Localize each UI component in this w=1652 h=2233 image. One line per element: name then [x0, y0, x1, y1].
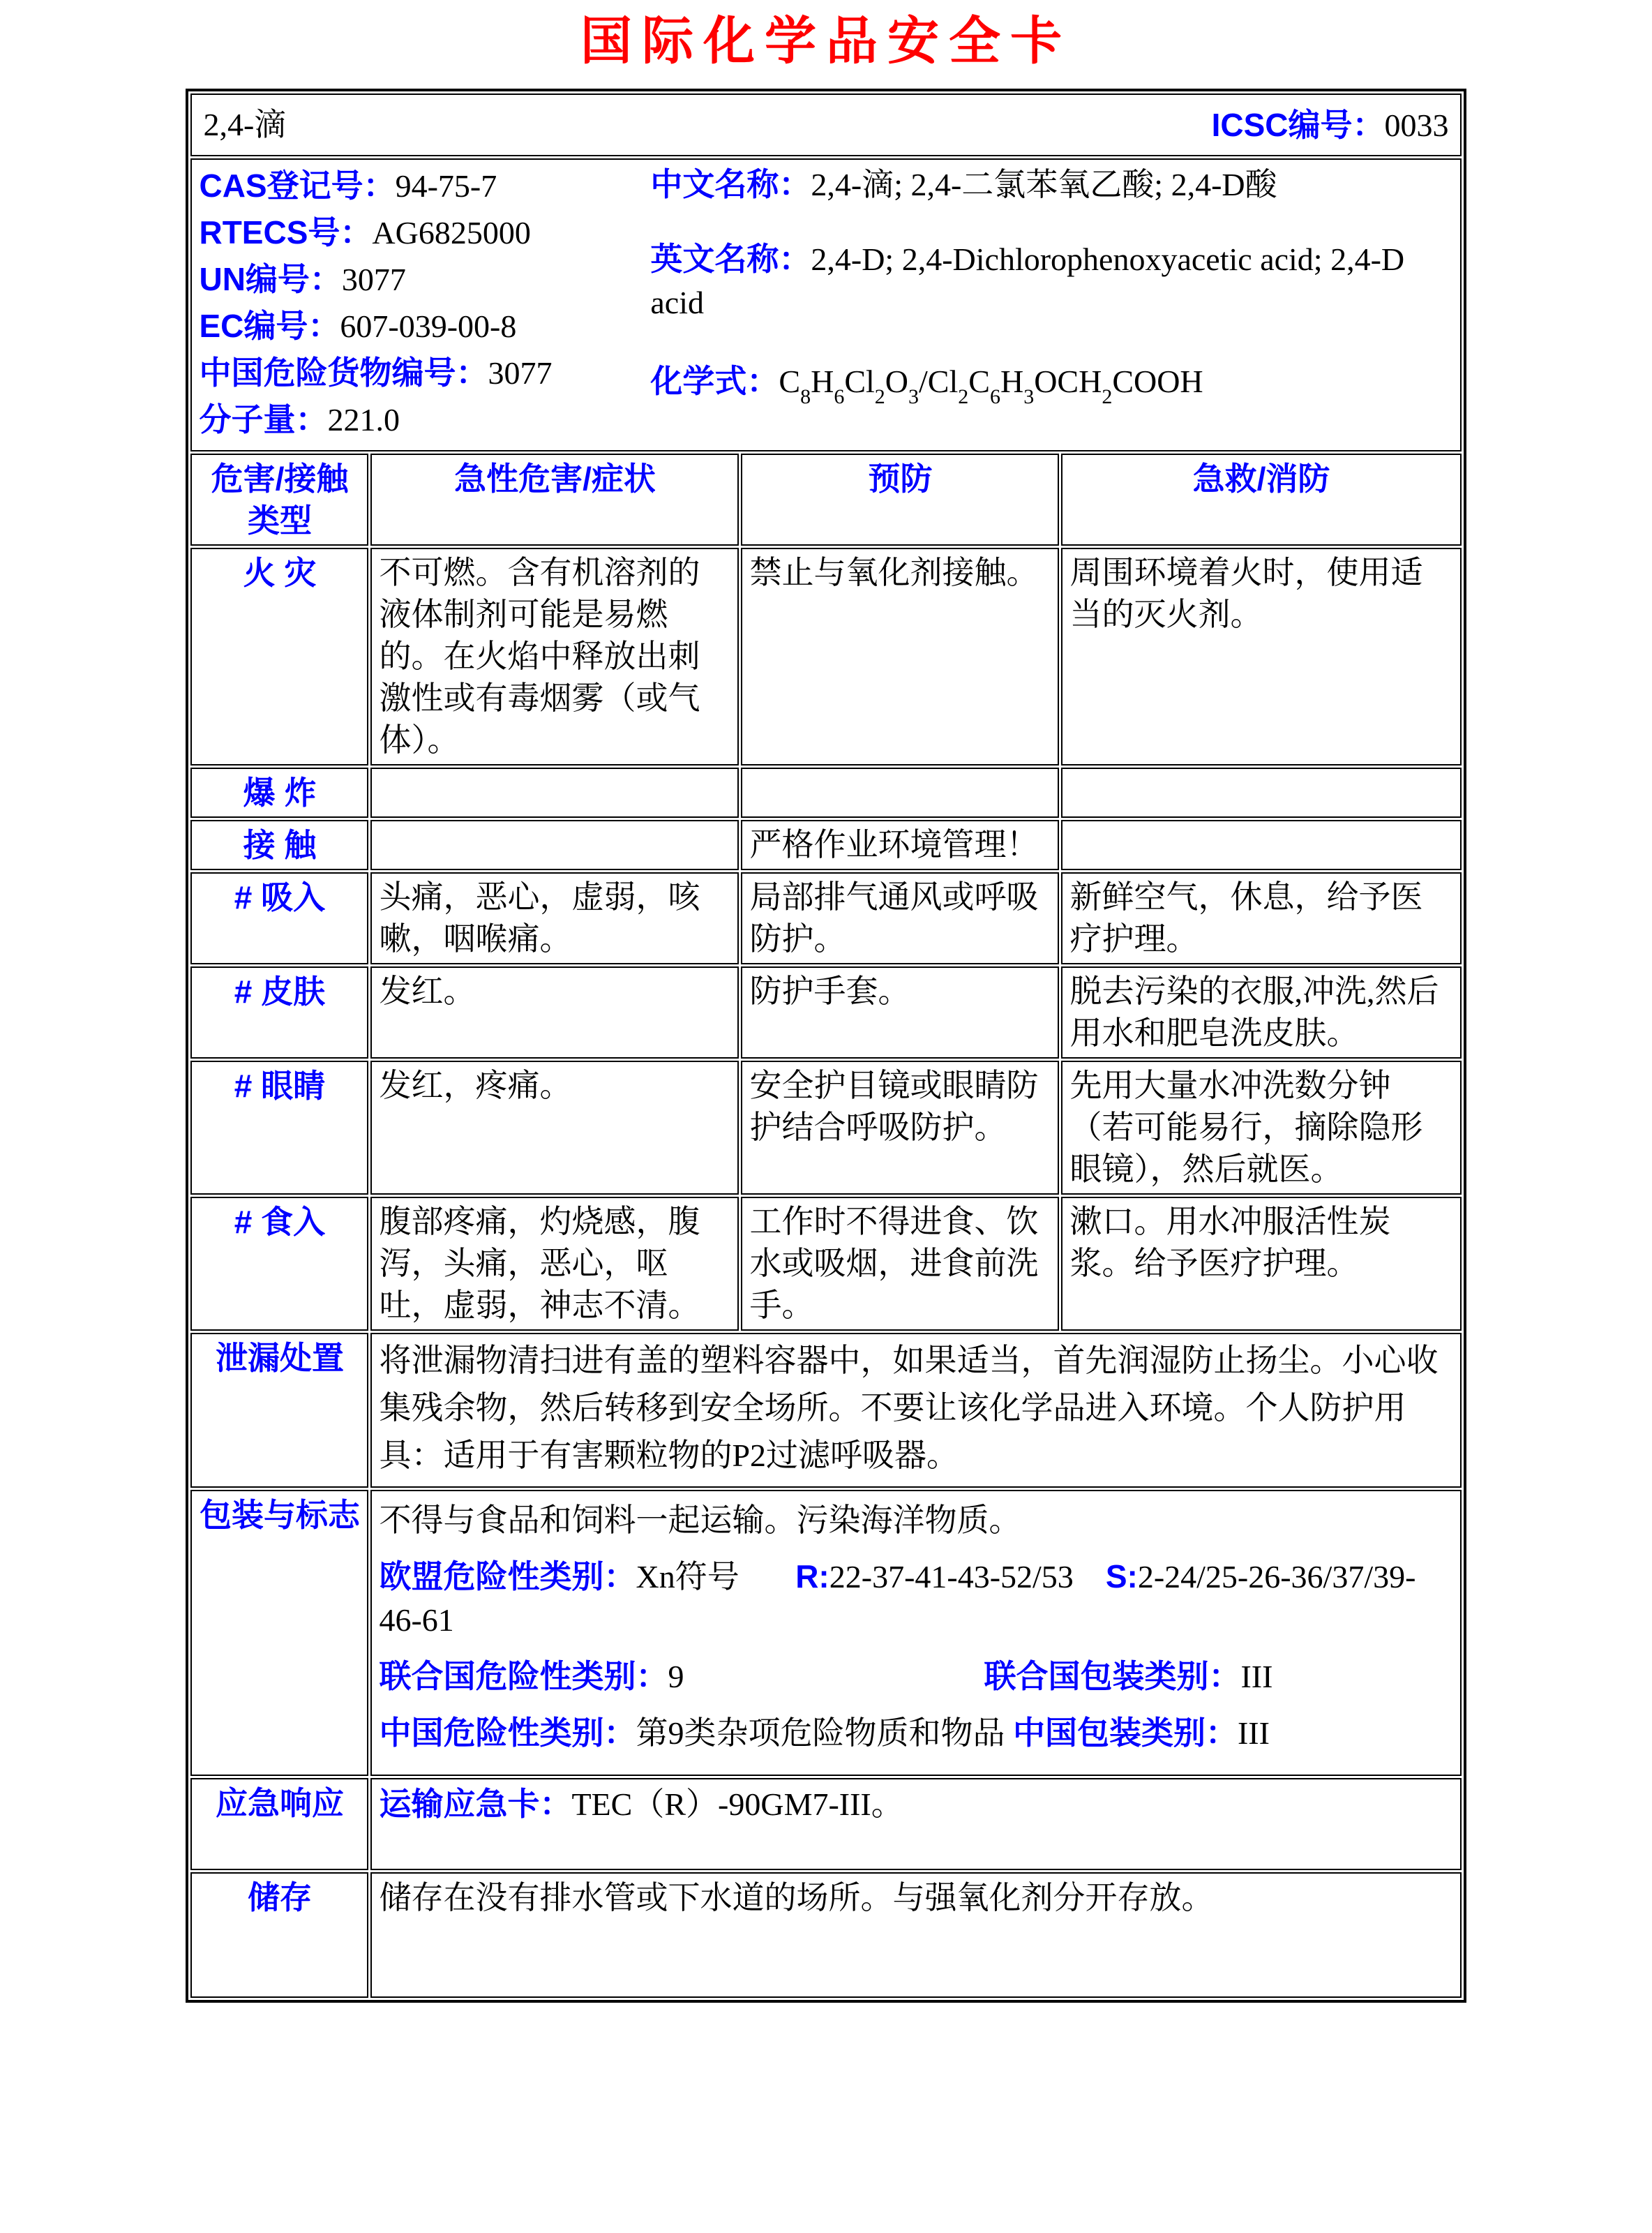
hazard-row-explosion: [190, 768, 1461, 818]
inhalation-label: # 吸入: [190, 872, 368, 964]
inhalation-response: 新鲜空气，休息，给予医疗护理。: [1061, 872, 1461, 964]
hazard-header-row: [190, 454, 1461, 546]
icsc-number-value: 0033: [1384, 107, 1449, 143]
icsc-card-table: [186, 89, 1466, 2003]
china-dg-number: 中国危险货物编号：3077: [199, 354, 553, 391]
inhalation-symptoms: 头痛，恶心，虚弱，咳嗽，咽喉痛。: [370, 872, 739, 964]
emergency-label: 应急响应: [190, 1778, 368, 1870]
ingestion-label: # 食入: [190, 1197, 368, 1331]
contact-response: [1061, 820, 1461, 870]
emergency-content: [370, 1778, 1461, 1870]
substance-name: 2,4-滴: [203, 107, 287, 143]
page-title: 国际化学品安全卡: [580, 13, 1072, 70]
section-row-emergency: [190, 1778, 1461, 1870]
inhalation-prevention: 局部排气通风或呼吸防护。: [741, 872, 1059, 964]
skin-response: 脱去污染的衣服,冲洗,然后用水和肥皂洗皮肤。: [1061, 966, 1461, 1059]
contact-prevention: 严格作业环境管理！: [741, 820, 1059, 870]
molecular-weight: 分子量：221.0: [199, 401, 400, 438]
header-response: 急救/消防: [1061, 454, 1461, 546]
packaging-eu-class: 欧盟危险性类别：Xn符号 R:22-37-41-43-52/53 S:2-24/25-26-36/37/39-46-61: [379, 1558, 1416, 1638]
ingestion-symptoms: 腹部疼痛，灼烧感，腹泻，头痛，恶心，呕吐，虚弱，神志不清。: [370, 1197, 739, 1331]
contact-label: 接 触: [190, 820, 368, 870]
header-prevention: 预防: [741, 454, 1059, 546]
fire-symptoms: 不可燃。含有机溶剂的液体制剂可能是易燃的。在火焰中释放出刺激性或有毒烟雾（或气体）。: [370, 548, 739, 766]
identifier-list: [199, 163, 650, 443]
cas-number: CAS登记号：94-75-7: [199, 167, 497, 204]
packaging-china-class: 中国危险性类别：第9类杂项危险物质和物品 中国包装类别：III: [379, 1714, 1270, 1751]
transport-emergency-card: 运输应急卡：TEC（R）-90GM7-III。: [379, 1786, 903, 1823]
eyes-label: # 眼睛: [190, 1061, 368, 1195]
contact-symptoms: [370, 820, 739, 870]
fire-label: 火 灾: [190, 548, 368, 766]
card-header-row: [190, 94, 1461, 156]
chemical-formula: 化学式：$C_8H_6Cl_2O_3/Cl_2C_6H_3OCH_2COOH$: [650, 363, 1203, 409]
eyes-symptoms: 发红，疼痛。: [370, 1061, 739, 1195]
identity-cell: [190, 158, 1461, 451]
hazard-row-skin: [190, 966, 1461, 1059]
section-row-packaging: [190, 1490, 1461, 1776]
section-row-storage: [190, 1872, 1461, 1998]
hazard-row-contact: [190, 820, 1461, 870]
explosion-prevention: [741, 768, 1059, 818]
icsc-number-label: ICSC编号：: [1211, 106, 1385, 143]
packaging-un-class: 联合国危险性类别：9 联合国包装类别：III: [379, 1657, 1273, 1694]
packaging-label: 包装与标志: [190, 1490, 368, 1776]
ec-number: EC编号：607-039-00-8: [199, 308, 517, 345]
rtecs-number: RTECS号：AG6825000: [199, 214, 531, 251]
spill-content: 将泄漏物清扫进有盖的塑料容器中，如果适当，首先润湿防止扬尘。小心收集残余物，然后转移到安全场所。不要让该化学品进入环境。个人防护用具：适用于有害颗粒物的P2过滤呼吸器。: [370, 1333, 1461, 1488]
storage-content: 储存在没有排水管或下水道的场所。与强氧化剂分开存放。: [370, 1872, 1461, 1998]
identity-row: [190, 158, 1461, 451]
un-number: UN编号：3077: [199, 261, 406, 298]
packaging-content: [370, 1490, 1461, 1776]
hazard-row-eyes: [190, 1061, 1461, 1195]
section-row-spill: [190, 1333, 1461, 1488]
packaging-transport-note: 不得与食品和饲料一起运输。污染海洋物质。: [379, 1502, 1021, 1538]
spill-label: 泄漏处置: [190, 1333, 368, 1488]
name-block: [650, 163, 1452, 443]
icsc-number: [1212, 104, 1449, 147]
fire-prevention: 禁止与氧化剂接触。: [741, 548, 1059, 766]
explosion-response: [1061, 768, 1461, 818]
skin-symptoms: 发红。: [370, 966, 739, 1059]
storage-label: 储存: [190, 1872, 368, 1998]
english-name: 英文名称：2,4-D; 2,4-Dichlorophenoxyacetic acid; 2,4-D acid: [650, 241, 1405, 321]
eyes-prevention: 安全护目镜或眼睛防护结合呼吸防护。: [741, 1061, 1059, 1195]
explosion-symptoms: [370, 768, 739, 818]
explosion-label: 爆 炸: [190, 768, 368, 818]
skin-label: # 皮肤: [190, 966, 368, 1059]
hazard-row-inhalation: [190, 872, 1461, 964]
eyes-response: 先用大量水冲洗数分钟（若可能易行，摘除隐形眼镜），然后就医。: [1061, 1061, 1461, 1195]
hazard-row-fire: [190, 548, 1461, 766]
header-symptoms: 急性危害/症状: [370, 454, 739, 546]
card-header-cell: [190, 94, 1461, 156]
chinese-name: 中文名称：2,4-滴; 2,4-二氯苯氧乙酸; 2,4-D酸: [650, 166, 1277, 203]
ingestion-response: 漱口。用水冲服活性炭浆。给予医疗护理。: [1061, 1197, 1461, 1331]
ingestion-prevention: 工作时不得进食、饮水或吸烟，进食前洗手。: [741, 1197, 1059, 1331]
header-hazard-type: 危害/接触类型: [190, 454, 368, 546]
hazard-row-ingestion: [190, 1197, 1461, 1331]
fire-response: 周围环境着火时，使用适当的灭火剂。: [1061, 548, 1461, 766]
skin-prevention: 防护手套。: [741, 966, 1059, 1059]
